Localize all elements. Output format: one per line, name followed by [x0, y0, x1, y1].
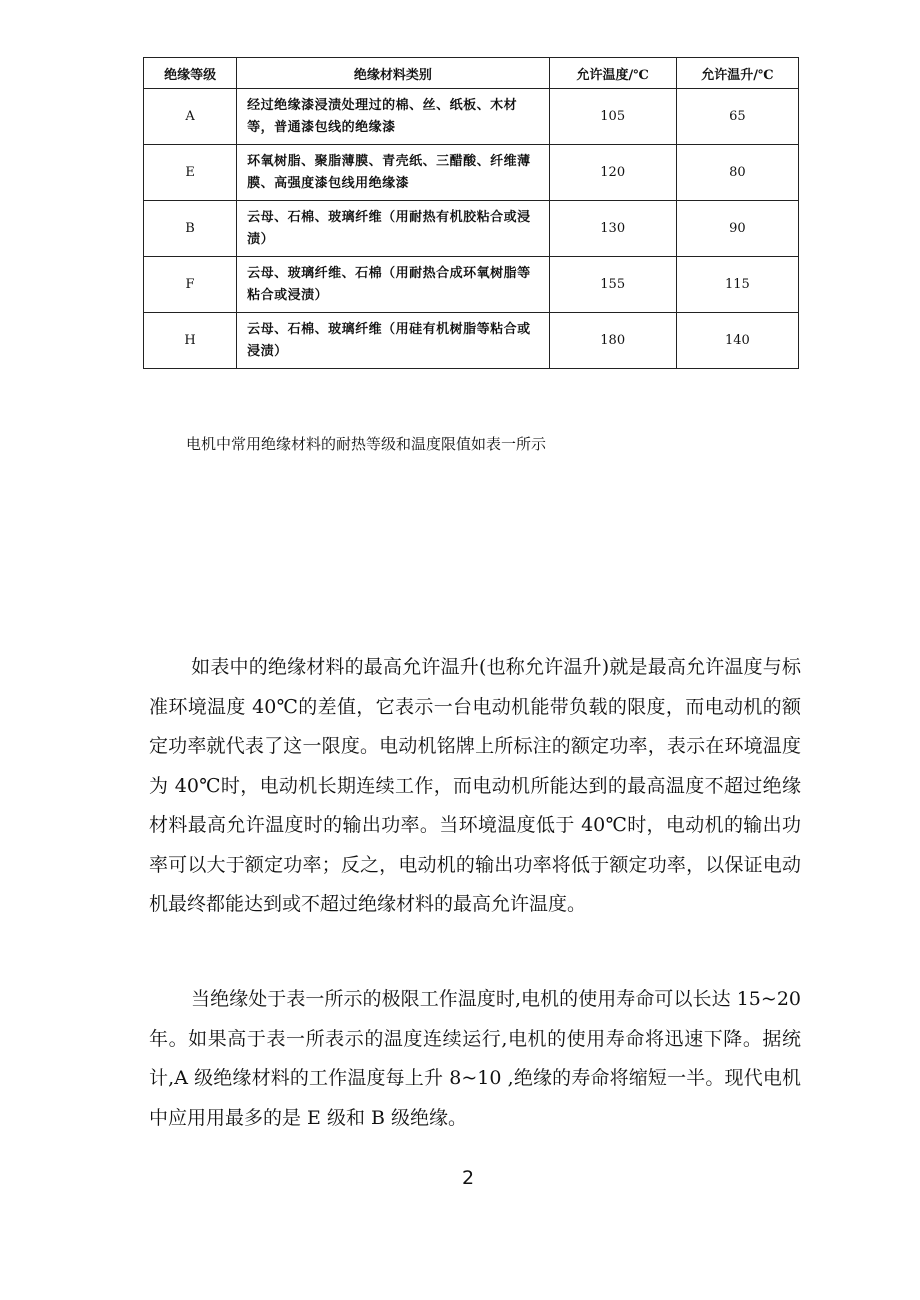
cell-material: 经过绝缘漆浸渍处理过的棉、丝、纸板、木材等，普通漆包线的绝缘漆: [237, 89, 549, 145]
cell-material: 云母、石棉、玻璃纤维（用硅有机树脂等粘合或浸渍）: [237, 313, 549, 369]
paragraph-text: 当绝缘处于表一所示的极限工作温度时,电机的使用寿命可以长达 15~20 年。如果高于表一所表示的温度连续运行,电机的使用寿命将迅速下降。据统计,A 级绝缘材料的工作温度每上升 8~10 ,绝缘的寿命将缩短一半。现代电机中应用用最多的是 E 级和 B 级绝缘。: [149, 988, 801, 1129]
cell-temp: 130: [549, 201, 676, 257]
cell-grade: F: [144, 257, 237, 313]
header-grade: 绝缘等级: [144, 58, 237, 89]
cell-rise: 115: [676, 257, 798, 313]
table-row: [144, 89, 799, 145]
table-row: [144, 145, 799, 201]
table-row: [144, 257, 799, 313]
header-allowed-temp: 允许温度/℃: [549, 58, 676, 89]
cell-rise: 140: [676, 313, 798, 369]
cell-rise: 90: [676, 201, 798, 257]
paragraph-temperature-rise: [149, 648, 801, 925]
table-header-row: [144, 58, 799, 89]
insulation-class-table: [143, 57, 799, 369]
cell-grade: E: [144, 145, 237, 201]
cell-temp: 105: [549, 89, 676, 145]
cell-material: 云母、玻璃纤维、石棉（用耐热合成环氧树脂等粘合或浸渍）: [237, 257, 549, 313]
paragraph-text: 如表中的绝缘材料的最高允许温升(也称允许温升)就是最高允许温度与标准环境温度 40℃的差值，它表示一台电动机能带负载的限度，而电动机的额定功率就代表了这一限度。电动机铭牌上所标注的额定功率，表示在环境温度为 40℃时，电动机长期连续工作，而电动机所能达到的最高温度不超过绝缘材料最高允许温度时的输出功率。当环境温度低于 40℃时，电动机的输出功率可以大于额定功率；反之，电动机的输出功率将低于额定功率，以保证电动机最终都能达到或不超过绝缘材料的最高允许温度。: [149, 656, 801, 915]
paragraph-service-life: [149, 980, 801, 1138]
cell-rise: 65: [676, 89, 798, 145]
table-caption: 电机中常用绝缘材料的耐热等级和温度限值如表一所示: [186, 435, 547, 453]
cell-grade: A: [144, 89, 237, 145]
cell-temp: 120: [549, 145, 676, 201]
cell-material: 云母、石棉、玻璃纤维（用耐热有机胶粘合或浸渍）: [237, 201, 549, 257]
cell-temp: 155: [549, 257, 676, 313]
cell-grade: B: [144, 201, 237, 257]
header-material: 绝缘材料类别: [237, 58, 549, 89]
cell-temp: 180: [549, 313, 676, 369]
cell-material: 环氧树脂、聚脂薄膜、青壳纸、三醋酸、纤维薄膜、高强度漆包线用绝缘漆: [237, 145, 549, 201]
page-number: 2: [462, 1167, 475, 1189]
table-row: [144, 201, 799, 257]
header-allowed-rise: 允许温升/℃: [676, 58, 798, 89]
cell-grade: H: [144, 313, 237, 369]
cell-rise: 80: [676, 145, 798, 201]
table-row: [144, 313, 799, 369]
